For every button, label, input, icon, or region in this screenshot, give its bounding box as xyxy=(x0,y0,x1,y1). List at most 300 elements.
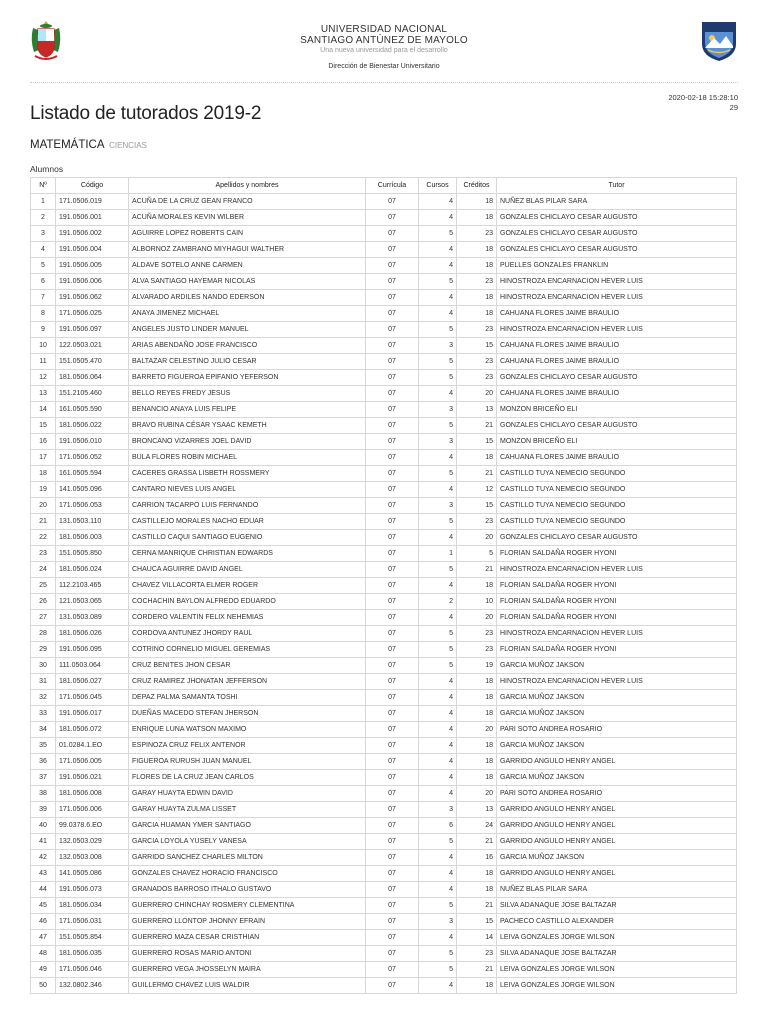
cell-curriculum: 07 xyxy=(366,610,419,626)
cell-tutor: FLORIAN SALDAÑA ROGER HYONI xyxy=(497,578,737,594)
program-name: MATEMÁTICA xyxy=(30,139,104,151)
cell-name: FLORES DE LA CRUZ JEAN CARLOS xyxy=(129,770,366,786)
table-row xyxy=(31,530,737,546)
cell-curriculum: 07 xyxy=(366,450,419,466)
cell-code: 171.0506.052 xyxy=(56,450,129,466)
cell-courses: 2 xyxy=(419,594,457,610)
cell-credits: 18 xyxy=(457,258,497,274)
cell-code: 131.0503.089 xyxy=(56,610,129,626)
cell-name: GARCIA HUAMAN YMER SANTIAGO xyxy=(129,818,366,834)
cell-curriculum: 07 xyxy=(366,946,419,962)
cell-tutor: GARRIDO ANGULO HENRY ANGEL xyxy=(497,834,737,850)
cell-tutor: HINOSTROZA ENCARNACION HEVER LUIS xyxy=(497,322,737,338)
table-row xyxy=(31,786,737,802)
cell-name: GARCIA LOYOLA YUSELY VANESA xyxy=(129,834,366,850)
cell-credits: 21 xyxy=(457,466,497,482)
cell-tutor: CAHUANA FLORES JAIME BRAULIO xyxy=(497,386,737,402)
cell-number: 13 xyxy=(31,386,56,402)
cell-tutor: HINOSTROZA ENCARNACION HEVER LUIS xyxy=(497,562,737,578)
cell-tutor: GARRIDO ANGULO HENRY ANGEL xyxy=(497,866,737,882)
cell-credits: 18 xyxy=(457,450,497,466)
table-row xyxy=(31,434,737,450)
cell-name: GUERRERO VEGA JHOSSELYN MAIRA xyxy=(129,962,366,978)
cell-curriculum: 07 xyxy=(366,210,419,226)
cell-curriculum: 07 xyxy=(366,658,419,674)
cell-curriculum: 07 xyxy=(366,402,419,418)
cell-name: COTRINO CORNELIO MIGUEL GEREMIAS xyxy=(129,642,366,658)
cell-name: CASTILLEJO MORALES NACHO EDUAR xyxy=(129,514,366,530)
cell-tutor: GONZALES CHICLAYO CESAR AUGUSTO xyxy=(497,226,737,242)
cell-credits: 18 xyxy=(457,306,497,322)
table-row xyxy=(31,386,737,402)
cell-courses: 1 xyxy=(419,546,457,562)
cell-credits: 5 xyxy=(457,546,497,562)
cell-number: 1 xyxy=(31,194,56,210)
cell-curriculum: 07 xyxy=(366,626,419,642)
cell-credits: 13 xyxy=(457,402,497,418)
section-label: Alumnos xyxy=(30,164,64,174)
cell-number: 40 xyxy=(31,818,56,834)
cell-credits: 15 xyxy=(457,498,497,514)
cell-name: GONZALES CHAVEZ HORACIO FRANCISCO xyxy=(129,866,366,882)
table-row xyxy=(31,642,737,658)
cell-code: 181.0506.003 xyxy=(56,530,129,546)
cell-courses: 3 xyxy=(419,434,457,450)
cell-credits: 18 xyxy=(457,882,497,898)
cell-code: 181.0506.072 xyxy=(56,722,129,738)
cell-number: 33 xyxy=(31,706,56,722)
table-row xyxy=(31,258,737,274)
table-row xyxy=(31,930,737,946)
cell-number: 21 xyxy=(31,514,56,530)
cell-code: 132.0802.346 xyxy=(56,978,129,994)
cell-credits: 15 xyxy=(457,914,497,930)
cell-number: 39 xyxy=(31,802,56,818)
cell-courses: 4 xyxy=(419,850,457,866)
program-heading xyxy=(30,139,147,151)
cell-tutor: PARI SOTO ANDREA ROSARIO xyxy=(497,722,737,738)
cell-credits: 18 xyxy=(457,706,497,722)
university-slogan: Una nueva universidad para el desarrollo xyxy=(320,47,448,54)
cell-number: 7 xyxy=(31,290,56,306)
cell-name: GUERRERO LLONTOP JHONNY EFRAIN xyxy=(129,914,366,930)
cell-code: 191.0506.005 xyxy=(56,258,129,274)
cell-number: 24 xyxy=(31,562,56,578)
table-row xyxy=(31,626,737,642)
column-header-name: Apellidos y nombres xyxy=(129,178,366,194)
cell-name: CHAUCA AGUIRRE DAVID ANGEL xyxy=(129,562,366,578)
cell-code: 99.0378.6.EO xyxy=(56,818,129,834)
cell-number: 4 xyxy=(31,242,56,258)
cell-name: AGUIRRE LOPEZ ROBERTS CAIN xyxy=(129,226,366,242)
cell-credits: 21 xyxy=(457,898,497,914)
cell-name: GUERRERO ROSAS MARIO ANTONI xyxy=(129,946,366,962)
cell-curriculum: 07 xyxy=(366,194,419,210)
cell-credits: 18 xyxy=(457,978,497,994)
cell-courses: 4 xyxy=(419,882,457,898)
cell-credits: 10 xyxy=(457,594,497,610)
cell-code: 181.0506.026 xyxy=(56,626,129,642)
cell-curriculum: 07 xyxy=(366,322,419,338)
cell-courses: 3 xyxy=(419,498,457,514)
cell-code: 191.0506.097 xyxy=(56,322,129,338)
cell-curriculum: 07 xyxy=(366,226,419,242)
cell-tutor: CASTILLO TUYA NEMECIO SEGUNDO xyxy=(497,514,737,530)
cell-curriculum: 07 xyxy=(366,882,419,898)
cell-number: 43 xyxy=(31,866,56,882)
cell-code: 191.0506.002 xyxy=(56,226,129,242)
table-row xyxy=(31,402,737,418)
cell-curriculum: 07 xyxy=(366,754,419,770)
cell-courses: 4 xyxy=(419,386,457,402)
cell-curriculum: 07 xyxy=(366,546,419,562)
cell-credits: 15 xyxy=(457,338,497,354)
header-divider xyxy=(30,82,738,83)
cell-courses: 3 xyxy=(419,802,457,818)
students-table xyxy=(30,177,737,994)
cell-courses: 4 xyxy=(419,930,457,946)
cell-courses: 4 xyxy=(419,690,457,706)
cell-tutor: GARCIA MUÑOZ JAKSON xyxy=(497,738,737,754)
cell-name: CORDOVA ANTUNEZ JHORDY RAUL xyxy=(129,626,366,642)
table-row xyxy=(31,210,737,226)
cell-credits: 18 xyxy=(457,738,497,754)
cell-tutor: PUELLES GONZALES FRANKLIN xyxy=(497,258,737,274)
cell-tutor: SILVA ADANAQUE JOSE BALTAZAR xyxy=(497,898,737,914)
cell-number: 8 xyxy=(31,306,56,322)
cell-code: 161.0505.590 xyxy=(56,402,129,418)
cell-code: 161.0505.594 xyxy=(56,466,129,482)
cell-code: 151.0505.854 xyxy=(56,930,129,946)
table-row xyxy=(31,450,737,466)
cell-tutor: MONZON BRICEÑO ELI xyxy=(497,402,737,418)
cell-curriculum: 07 xyxy=(366,498,419,514)
cell-courses: 4 xyxy=(419,450,457,466)
university-name-line1: UNIVERSIDAD NACIONAL xyxy=(320,24,448,35)
cell-code: 171.0506.005 xyxy=(56,754,129,770)
cell-name: BELLO REYES FREDY JESUS xyxy=(129,386,366,402)
cell-code: 191.0506.001 xyxy=(56,210,129,226)
cell-curriculum: 07 xyxy=(366,482,419,498)
cell-number: 49 xyxy=(31,962,56,978)
cell-number: 12 xyxy=(31,370,56,386)
table-row xyxy=(31,322,737,338)
cell-code: 171.0506.046 xyxy=(56,962,129,978)
cell-curriculum: 07 xyxy=(366,674,419,690)
cell-number: 3 xyxy=(31,226,56,242)
table-row xyxy=(31,914,737,930)
cell-courses: 4 xyxy=(419,194,457,210)
cell-courses: 4 xyxy=(419,770,457,786)
cell-credits: 13 xyxy=(457,802,497,818)
cell-credits: 12 xyxy=(457,482,497,498)
column-header-number: Nº xyxy=(31,178,56,194)
cell-credits: 16 xyxy=(457,850,497,866)
cell-tutor: GARRIDO ANGULO HENRY ANGEL xyxy=(497,818,737,834)
cell-number: 22 xyxy=(31,530,56,546)
cell-number: 23 xyxy=(31,546,56,562)
cell-credits: 18 xyxy=(457,770,497,786)
table-row xyxy=(31,226,737,242)
cell-courses: 6 xyxy=(419,818,457,834)
cell-name: ENRIQUE LUNA WATSON MAXIMO xyxy=(129,722,366,738)
faculty-name: CIENCIAS xyxy=(109,141,147,150)
cell-credits: 21 xyxy=(457,962,497,978)
cell-credits: 18 xyxy=(457,242,497,258)
cell-name: BARRETO FIGUEROA EPIFANIO YEFERSON xyxy=(129,370,366,386)
cell-number: 30 xyxy=(31,658,56,674)
cell-courses: 4 xyxy=(419,578,457,594)
timestamp: 2020-02-18 15:28:10 xyxy=(668,93,738,102)
table-row xyxy=(31,306,737,322)
cell-credits: 18 xyxy=(457,194,497,210)
cell-credits: 20 xyxy=(457,610,497,626)
cell-number: 6 xyxy=(31,274,56,290)
cell-name: GARRIDO SANCHEZ CHARLES MILTON xyxy=(129,850,366,866)
cell-tutor: CAHUANA FLORES JAIME BRAULIO xyxy=(497,338,737,354)
cell-code: 171.0506.019 xyxy=(56,194,129,210)
cell-tutor: CASTILLO TUYA NEMECIO SEGUNDO xyxy=(497,498,737,514)
cell-name: FIGUEROA RURUSH JUAN MANUEL xyxy=(129,754,366,770)
cell-name: ALBORNOZ ZAMBRANO MIYHAGUI WALTHER xyxy=(129,242,366,258)
university-name-line2: SANTIAGO ANTÚNEZ DE MAYOLO xyxy=(300,35,468,46)
cell-courses: 4 xyxy=(419,754,457,770)
cell-credits: 23 xyxy=(457,274,497,290)
cell-tutor: CASTILLO TUYA NEMECIO SEGUNDO xyxy=(497,466,737,482)
cell-name: GARAY HUAYTA ZULMA LISSET xyxy=(129,802,366,818)
table-row xyxy=(31,482,737,498)
column-header-curriculum: Currícula xyxy=(366,178,419,194)
cell-tutor: NUÑEZ BLAS PILAR SARA xyxy=(497,194,737,210)
cell-number: 29 xyxy=(31,642,56,658)
cell-number: 46 xyxy=(31,914,56,930)
cell-number: 42 xyxy=(31,850,56,866)
cell-curriculum: 07 xyxy=(366,834,419,850)
cell-tutor: CAHUANA FLORES JAIME BRAULIO xyxy=(497,354,737,370)
cell-code: 181.0506.064 xyxy=(56,370,129,386)
cell-code: 112.2103.465 xyxy=(56,578,129,594)
cell-curriculum: 07 xyxy=(366,770,419,786)
table-row xyxy=(31,866,737,882)
cell-name: ARIAS ABENDAÑO JOSE FRANCISCO xyxy=(129,338,366,354)
cell-tutor: LEIVA GONZALES JORGE WILSON xyxy=(497,962,737,978)
table-row xyxy=(31,290,737,306)
cell-courses: 5 xyxy=(419,274,457,290)
cell-courses: 5 xyxy=(419,514,457,530)
cell-credits: 18 xyxy=(457,210,497,226)
table-row xyxy=(31,370,737,386)
cell-code: 191.0506.017 xyxy=(56,706,129,722)
cell-curriculum: 07 xyxy=(366,866,419,882)
cell-credits: 20 xyxy=(457,786,497,802)
cell-code: 141.0505.096 xyxy=(56,482,129,498)
cell-courses: 4 xyxy=(419,706,457,722)
cell-tutor: PACHECO CASTILLO ALEXANDER xyxy=(497,914,737,930)
cell-tutor: NUÑEZ BLAS PILAR SARA xyxy=(497,882,737,898)
cell-tutor: GONZALES CHICLAYO CESAR AUGUSTO xyxy=(497,418,737,434)
cell-code: 191.0506.010 xyxy=(56,434,129,450)
cell-name: ALVARADO ARDILES NANDO EDERSON xyxy=(129,290,366,306)
cell-number: 35 xyxy=(31,738,56,754)
cell-curriculum: 07 xyxy=(366,434,419,450)
cell-name: CRUZ RAMIREZ JHONATAN JEFFERSON xyxy=(129,674,366,690)
table-row xyxy=(31,466,737,482)
cell-number: 36 xyxy=(31,754,56,770)
table-row xyxy=(31,674,737,690)
cell-credits: 21 xyxy=(457,418,497,434)
cell-code: 181.0506.035 xyxy=(56,946,129,962)
table-row xyxy=(31,722,737,738)
cell-courses: 4 xyxy=(419,210,457,226)
column-header-code: Código xyxy=(56,178,129,194)
cell-tutor: GARCIA MUÑOZ JAKSON xyxy=(497,850,737,866)
cell-curriculum: 07 xyxy=(366,914,419,930)
cell-name: CANTARO NIEVES LUIS ANGEL xyxy=(129,482,366,498)
cell-tutor: GARCIA MUÑOZ JAKSON xyxy=(497,770,737,786)
cell-credits: 18 xyxy=(457,290,497,306)
cell-name: GUILLERMO CHAVEZ LUIS WALDIR xyxy=(129,978,366,994)
cell-number: 37 xyxy=(31,770,56,786)
table-row xyxy=(31,754,737,770)
cell-number: 32 xyxy=(31,690,56,706)
cell-number: 34 xyxy=(31,722,56,738)
cell-name: BRONCANO VIZARRES JOEL DAVID xyxy=(129,434,366,450)
cell-code: 191.0506.073 xyxy=(56,882,129,898)
cell-courses: 5 xyxy=(419,322,457,338)
table-row xyxy=(31,834,737,850)
cell-tutor: GONZALES CHICLAYO CESAR AUGUSTO xyxy=(497,370,737,386)
cell-courses: 4 xyxy=(419,978,457,994)
cell-courses: 5 xyxy=(419,898,457,914)
cell-curriculum: 07 xyxy=(366,978,419,994)
cell-code: 121.0503.065 xyxy=(56,594,129,610)
cell-name: CERNA MANRIQUE CHRISTIAN EDWARDS xyxy=(129,546,366,562)
cell-number: 9 xyxy=(31,322,56,338)
cell-name: CHAVEZ VILLACORTA ELMER ROGER xyxy=(129,578,366,594)
cell-tutor: GARCIA MUÑOZ JAKSON xyxy=(497,658,737,674)
cell-tutor: HINOSTROZA ENCARNACION HEVER LUIS xyxy=(497,274,737,290)
cell-code: 181.0506.027 xyxy=(56,674,129,690)
cell-curriculum: 07 xyxy=(366,258,419,274)
page-title: Listado de tutorados 2019-2 xyxy=(30,103,262,124)
cell-name: CRUZ BENITES JHON CESAR xyxy=(129,658,366,674)
cell-code: 01.0284.1.EO xyxy=(56,738,129,754)
page-header xyxy=(30,14,738,78)
cell-curriculum: 07 xyxy=(366,594,419,610)
cell-name: GRANADOS BARROSO ITHALO GUSTAVO xyxy=(129,882,366,898)
table-row xyxy=(31,770,737,786)
cell-curriculum: 07 xyxy=(366,530,419,546)
cell-code: 171.0506.045 xyxy=(56,690,129,706)
cell-name: CARRION TACARPO LUIS FERNANDO xyxy=(129,498,366,514)
cell-courses: 5 xyxy=(419,962,457,978)
cell-courses: 4 xyxy=(419,674,457,690)
cell-code: 191.0506.004 xyxy=(56,242,129,258)
cell-curriculum: 07 xyxy=(366,642,419,658)
cell-courses: 4 xyxy=(419,258,457,274)
cell-courses: 4 xyxy=(419,530,457,546)
table-row xyxy=(31,738,737,754)
cell-number: 17 xyxy=(31,450,56,466)
university-shield-logo xyxy=(700,20,738,62)
cell-number: 31 xyxy=(31,674,56,690)
table-row xyxy=(31,498,737,514)
cell-courses: 3 xyxy=(419,402,457,418)
table-row xyxy=(31,578,737,594)
cell-code: 171.0506.025 xyxy=(56,306,129,322)
cell-curriculum: 07 xyxy=(366,930,419,946)
cell-number: 5 xyxy=(31,258,56,274)
table-row xyxy=(31,514,737,530)
cell-courses: 5 xyxy=(419,418,457,434)
cell-code: 181.0506.034 xyxy=(56,898,129,914)
cell-credits: 20 xyxy=(457,530,497,546)
table-row xyxy=(31,962,737,978)
table-row xyxy=(31,274,737,290)
cell-number: 48 xyxy=(31,946,56,962)
table-row xyxy=(31,242,737,258)
cell-courses: 4 xyxy=(419,738,457,754)
cell-number: 38 xyxy=(31,786,56,802)
cell-name: COCHACHIN BAYLON ALFREDO EDUARDO xyxy=(129,594,366,610)
cell-credits: 23 xyxy=(457,626,497,642)
cell-credits: 23 xyxy=(457,946,497,962)
cell-curriculum: 07 xyxy=(366,802,419,818)
cell-name: CORDERO VALENTIN FELIX NEHEMIAS xyxy=(129,610,366,626)
cell-courses: 5 xyxy=(419,562,457,578)
table-row xyxy=(31,882,737,898)
cell-tutor: GARCIA MUÑOZ JAKSON xyxy=(497,706,737,722)
cell-name: ANGELES JUSTO LINDER MANUEL xyxy=(129,322,366,338)
cell-number: 25 xyxy=(31,578,56,594)
cell-tutor: SILVA ADANAQUE JOSE BALTAZAR xyxy=(497,946,737,962)
cell-curriculum: 07 xyxy=(366,786,419,802)
cell-curriculum: 07 xyxy=(366,722,419,738)
cell-tutor: HINOSTROZA ENCARNACION HEVER LUIS xyxy=(497,674,737,690)
print-meta xyxy=(668,93,738,113)
cell-courses: 5 xyxy=(419,626,457,642)
table-row xyxy=(31,978,737,994)
cell-tutor: CASTILLO TUYA NEMECIO SEGUNDO xyxy=(497,482,737,498)
cell-credits: 20 xyxy=(457,386,497,402)
cell-code: 141.0505.086 xyxy=(56,866,129,882)
cell-credits: 23 xyxy=(457,322,497,338)
cell-tutor: FLORIAN SALDAÑA ROGER HYONI xyxy=(497,546,737,562)
cell-courses: 3 xyxy=(419,338,457,354)
cell-number: 19 xyxy=(31,482,56,498)
cell-code: 151.2105.460 xyxy=(56,386,129,402)
cell-credits: 14 xyxy=(457,930,497,946)
cell-courses: 4 xyxy=(419,722,457,738)
table-row xyxy=(31,706,737,722)
cell-number: 28 xyxy=(31,626,56,642)
cell-curriculum: 07 xyxy=(366,242,419,258)
table-row xyxy=(31,610,737,626)
cell-courses: 4 xyxy=(419,610,457,626)
cell-credits: 18 xyxy=(457,866,497,882)
cell-curriculum: 07 xyxy=(366,690,419,706)
cell-name: GARAY HUAYTA EDWIN DAVID xyxy=(129,786,366,802)
cell-name: CASTILLO CAQUI SANTIAGO EUGENIO xyxy=(129,530,366,546)
cell-tutor: CAHUANA FLORES JAIME BRAULIO xyxy=(497,450,737,466)
cell-name: ESPINOZA CRUZ FELIX ANTENOR xyxy=(129,738,366,754)
cell-number: 50 xyxy=(31,978,56,994)
cell-credits: 20 xyxy=(457,722,497,738)
cell-credits: 18 xyxy=(457,674,497,690)
university-heading xyxy=(30,24,738,71)
cell-curriculum: 07 xyxy=(366,514,419,530)
cell-curriculum: 07 xyxy=(366,354,419,370)
